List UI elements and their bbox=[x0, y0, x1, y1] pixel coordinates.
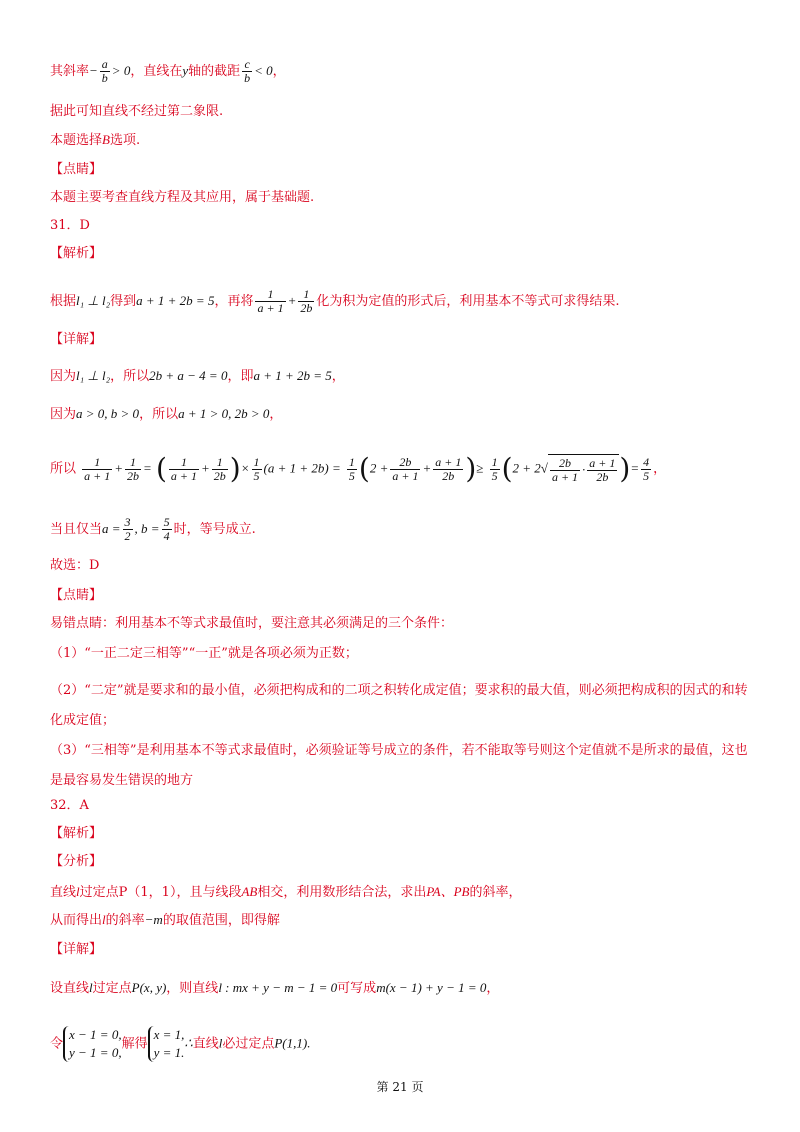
line: 易错点睛：利用基本不等式求最值时，要注意其必须满足的三个条件： bbox=[50, 616, 454, 631]
line-inequality bbox=[50, 454, 666, 484]
math: + bbox=[422, 460, 432, 476]
math: = bbox=[143, 460, 152, 476]
fraction bbox=[390, 456, 420, 483]
line-setup bbox=[50, 978, 499, 999]
text: ， bbox=[272, 64, 286, 79]
fraction bbox=[298, 288, 314, 315]
paragraph: （2）“二定”就是要求和的最小值，必须把构成和的二项之积转化成定值；要求积的最大值，则必须把构成积的因式的和转化成定值； bbox=[50, 683, 748, 728]
fraction bbox=[123, 516, 133, 543]
text: 的斜率， bbox=[469, 885, 522, 900]
fraction bbox=[255, 288, 285, 315]
minus: − bbox=[89, 63, 98, 78]
text: 过定点 bbox=[79, 885, 119, 900]
math: a + 1 + 2b = 5 bbox=[253, 368, 332, 383]
text: ，即 bbox=[227, 369, 254, 384]
fraction bbox=[252, 456, 262, 483]
num: c bbox=[242, 58, 252, 72]
line-because bbox=[50, 366, 345, 387]
den: 4 bbox=[163, 529, 170, 543]
math: 2 + 2 bbox=[512, 460, 541, 476]
num: 5 bbox=[163, 515, 170, 529]
den: b bbox=[244, 71, 251, 85]
text: 轴的截距 bbox=[188, 64, 241, 79]
math: + bbox=[114, 460, 124, 476]
line-slope bbox=[50, 58, 286, 85]
math: · bbox=[582, 462, 586, 477]
eq: y = 1. bbox=[153, 1045, 185, 1060]
num: 1 bbox=[298, 288, 314, 302]
eq: y − 1 = 0, bbox=[69, 1045, 122, 1060]
text: 其斜率 bbox=[50, 64, 90, 79]
fraction bbox=[433, 456, 463, 483]
paren: ( bbox=[155, 452, 167, 485]
text: 本题选择 bbox=[50, 133, 103, 148]
line-analysis bbox=[50, 882, 521, 903]
math: a > 0, b > 0 bbox=[76, 406, 140, 421]
math: l bbox=[102, 912, 106, 927]
text: ， bbox=[269, 407, 283, 422]
text: 从而得出 bbox=[50, 913, 103, 928]
den: 5 bbox=[253, 468, 260, 483]
text: ， bbox=[486, 981, 500, 996]
paren: ) bbox=[619, 452, 631, 485]
num: 2b bbox=[550, 457, 580, 471]
den: a + 1 bbox=[551, 470, 579, 484]
math: AB bbox=[241, 884, 258, 899]
den: a + 1 bbox=[257, 301, 284, 315]
line bbox=[50, 910, 280, 931]
math: > 0 bbox=[111, 63, 131, 78]
math: × bbox=[240, 460, 250, 476]
eq: x = 1, bbox=[153, 1027, 185, 1042]
text: 根据 bbox=[50, 294, 77, 309]
section-heading: 【点睛】 bbox=[50, 162, 103, 177]
math: B bbox=[102, 132, 110, 147]
fraction bbox=[169, 456, 199, 483]
math: + bbox=[287, 293, 297, 308]
text: 过定点 bbox=[92, 981, 132, 996]
text: 的取值范围，即得解 bbox=[162, 913, 280, 928]
line-analysis bbox=[50, 288, 620, 315]
num: 1 bbox=[253, 454, 260, 469]
line: （1）“一正二定三相等”“一正”就是各项必须为正数； bbox=[50, 646, 358, 661]
fraction bbox=[490, 456, 500, 483]
math: P(1,1). bbox=[274, 1035, 311, 1051]
math: y bbox=[182, 63, 189, 78]
den: 5 bbox=[643, 468, 650, 483]
num: 1 bbox=[212, 456, 228, 470]
text: ，所以 bbox=[139, 407, 179, 422]
system-brace bbox=[63, 1026, 122, 1062]
line-choice bbox=[50, 130, 140, 151]
math: 2 + bbox=[369, 460, 389, 476]
text: 因为 bbox=[50, 369, 77, 384]
math: m(x − 1) + y − 1 = 0 bbox=[376, 980, 487, 995]
text: 选项. bbox=[109, 133, 141, 148]
fraction bbox=[212, 456, 228, 483]
sqrt-body bbox=[548, 454, 619, 484]
text: 必过定点 bbox=[222, 1036, 275, 1052]
section-heading: 【详解】 bbox=[50, 332, 103, 347]
den: 2b bbox=[596, 470, 609, 484]
section-heading: 【解析】 bbox=[50, 246, 103, 261]
text: 化为积为定值的形式后，利用基本不等式可求得结果. bbox=[316, 294, 620, 309]
fraction bbox=[82, 456, 112, 483]
num: 1 bbox=[255, 288, 285, 302]
text: 设直线 bbox=[50, 981, 90, 996]
den: 2b bbox=[213, 468, 226, 483]
text: ，则直线 bbox=[166, 981, 219, 996]
section-heading: 【解析】 bbox=[50, 826, 103, 841]
math: l : mx + y − m − 1 = 0 bbox=[218, 980, 338, 995]
num: a + 1 bbox=[435, 454, 462, 469]
paren: ) bbox=[465, 452, 477, 485]
math: ∴ bbox=[184, 1035, 193, 1051]
den: 2b bbox=[127, 468, 140, 483]
math: PA、PB bbox=[426, 884, 470, 899]
section-heading: 【分析】 bbox=[50, 854, 103, 869]
fraction-a-b bbox=[100, 58, 110, 85]
math: l bbox=[76, 884, 80, 899]
text: 直线 bbox=[192, 1036, 219, 1052]
system-brace bbox=[148, 1026, 185, 1062]
line-system bbox=[50, 1026, 310, 1062]
sqrt-sign: √ bbox=[540, 460, 548, 476]
math: a = bbox=[102, 521, 121, 536]
math: l bbox=[218, 1035, 223, 1051]
text: ，直线在 bbox=[130, 64, 183, 79]
line: 据此可知直线不经过第二象限. bbox=[50, 104, 224, 119]
den: 2b bbox=[300, 301, 313, 315]
num: 2b bbox=[390, 456, 420, 470]
fraction bbox=[347, 456, 357, 483]
paragraph: （3）“三相等”是利用基本不等式求最值时，必须验证等号成立的条件，若不能取等号则这个定值就不是所求的最值，这也是最容易发生错误的地方 bbox=[50, 743, 748, 788]
text: 当且仅当 bbox=[50, 522, 103, 537]
question-answer: 32．A bbox=[50, 798, 89, 813]
answer-line: 故选：D bbox=[50, 558, 100, 573]
math: (a + 1 + 2b) = bbox=[263, 460, 341, 476]
section-heading: 【点睛】 bbox=[50, 588, 103, 603]
den: 2 bbox=[124, 529, 131, 543]
fraction bbox=[162, 516, 172, 543]
den: 2b bbox=[442, 468, 455, 483]
math: a + 1 > 0, 2b > 0 bbox=[178, 406, 270, 421]
line: 本题主要考查直线方程及其应用，属于基础题. bbox=[50, 190, 315, 205]
text: 所以 bbox=[50, 461, 77, 477]
den: a + 1 bbox=[84, 468, 111, 483]
text: 相交，利用数形结合法，求出 bbox=[257, 885, 427, 900]
text: 的斜率 bbox=[105, 913, 145, 928]
math: l₁ ⊥ l₂ bbox=[76, 368, 111, 383]
den: b bbox=[101, 71, 108, 85]
text: ，所以 bbox=[110, 369, 150, 384]
paren: ) bbox=[229, 452, 241, 485]
num: a bbox=[101, 57, 108, 71]
den: a + 1 bbox=[170, 468, 198, 483]
num: 1 bbox=[348, 454, 355, 469]
math: −m bbox=[144, 912, 163, 927]
text: 解得 bbox=[121, 1036, 148, 1052]
fraction bbox=[550, 457, 580, 484]
num: 1 bbox=[82, 456, 112, 470]
eq: x − 1 = 0, bbox=[69, 1027, 122, 1042]
text: ， bbox=[653, 461, 667, 477]
section-heading: 【详解】 bbox=[50, 942, 103, 957]
math: P(x, y) bbox=[131, 980, 167, 995]
num: 3 bbox=[124, 515, 131, 529]
question-answer: 31．D bbox=[50, 218, 90, 233]
den: 5 bbox=[491, 468, 498, 483]
text: 因为 bbox=[50, 407, 77, 422]
fraction bbox=[587, 457, 617, 484]
den: 5 bbox=[348, 468, 355, 483]
math: , b = bbox=[134, 521, 160, 536]
page-number: 第 21 页 bbox=[376, 1080, 424, 1094]
num: 1 bbox=[125, 456, 141, 470]
math: + bbox=[201, 460, 210, 476]
math: = bbox=[630, 460, 640, 476]
text: 可写成 bbox=[337, 981, 377, 996]
paren: ( bbox=[501, 452, 513, 485]
text: 得到 bbox=[110, 294, 137, 309]
num: 1 bbox=[169, 456, 199, 470]
den: a + 1 bbox=[392, 468, 419, 483]
math: < 0 bbox=[254, 63, 273, 78]
fraction bbox=[641, 456, 651, 483]
text: ，再将 bbox=[214, 294, 254, 309]
text: ， bbox=[331, 369, 345, 384]
line-equality-condition bbox=[50, 516, 256, 543]
num: 1 bbox=[491, 454, 498, 469]
num: 4 bbox=[643, 454, 650, 469]
fraction-c-b bbox=[242, 58, 252, 85]
text: P（1，1），且与线段 bbox=[118, 885, 242, 900]
math: ≥ bbox=[476, 460, 484, 476]
line-because bbox=[50, 404, 282, 425]
text: 直线 bbox=[50, 885, 77, 900]
math: a + 1 + 2b = 5 bbox=[136, 293, 215, 308]
fraction bbox=[125, 456, 141, 483]
num: a + 1 bbox=[589, 456, 616, 470]
math: 2b + a − 4 = 0 bbox=[149, 368, 228, 383]
math: l bbox=[89, 980, 93, 995]
text: 令 bbox=[50, 1036, 64, 1052]
math: l₁ ⊥ l₂ bbox=[76, 293, 111, 308]
text: 时，等号成立. bbox=[173, 522, 256, 537]
paren: ( bbox=[358, 452, 370, 485]
